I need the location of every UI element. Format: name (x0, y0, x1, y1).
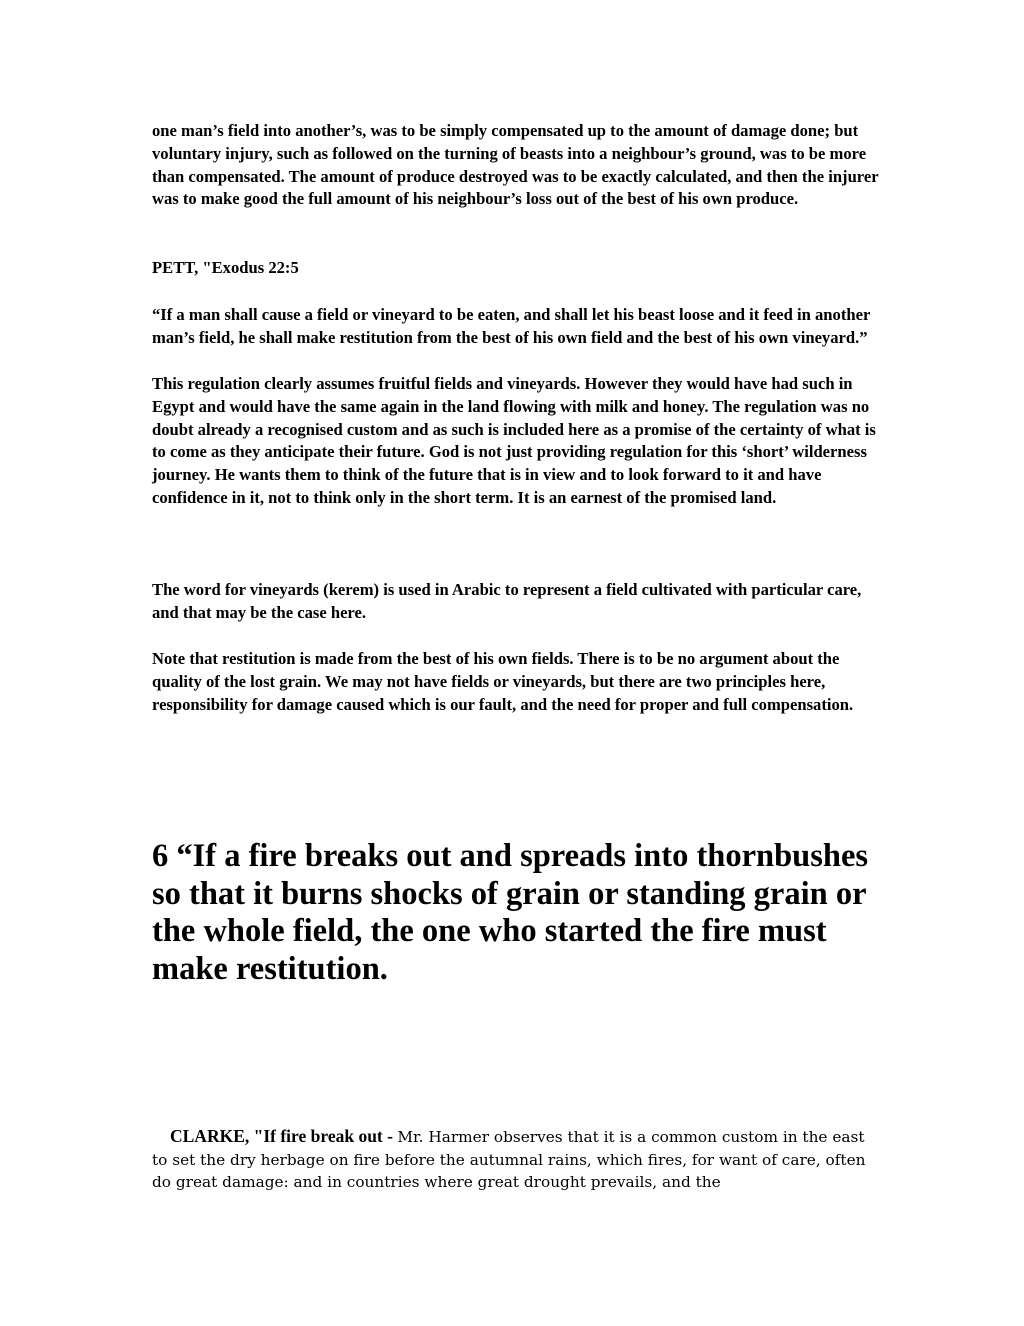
vineyards-paragraph: The word for vineyards (kerem) is used in Arabic to represent a field cultivated with particular care, and that may be the case here. (152, 580, 862, 622)
verse-heading: 6 “If a fire breaks out and spreads into thornbushes so that it burns shocks of grain or standing grain or the whole field, the one who started the fire must make restitution. (152, 838, 869, 987)
clarke-paragraph (152, 1125, 882, 1194)
clarke-heading: CLARKE, "If fire break out - (170, 1126, 398, 1146)
commentary-paragraph: one man’s field into another’s, was to be simply compensated up to the amount of damage done; but voluntary injury, such as followed on the turning of beasts into a neighbour’s ground, was to be more than compensated. The amount of produce destroyed was to be exactly calculated, and then the injurer was to make good the full amount of his neighbour’s loss out of the best of his own produce. (152, 121, 879, 209)
clarke-text: Mr. Harmer observes that it is a common custom in the east to set the dry herbage on fire before the autumnal rains, which fires, for want of care, often do great damage: and in countries where great drought prevails, and the (152, 1128, 866, 1192)
pett-heading: PETT, "Exodus 22:5 (152, 258, 299, 277)
scripture-quote: “If a man shall cause a field or vineyard to be eaten, and shall let his beast loose and it feed in another man’s field, he shall make restitution from the best of his own field and the best of his own vineyard.” (152, 305, 871, 347)
note-paragraph: Note that restitution is made from the best of his own fields. There is to be no argument about the quality of the lost grain. We may not have fields or vineyards, but there are two principles here, responsibility for damage caused which is our fault, and the need for proper and full compensation. (152, 649, 854, 714)
regulation-paragraph: This regulation clearly assumes fruitful fields and vineyards. However they would have had such in Egypt and would have the same again in the land flowing with milk and honey. The regulation was no doubt already a recognised custom and as such is included here as a promise of the certainty of what is to come as they anticipate their future. God is not just providing regulation for this ‘short’ wilderness journey. He wants them to think of the future that is in view and to look forward to it and have confidence in it, not to think only in the short term. It is an earnest of the promised land. (152, 374, 876, 507)
